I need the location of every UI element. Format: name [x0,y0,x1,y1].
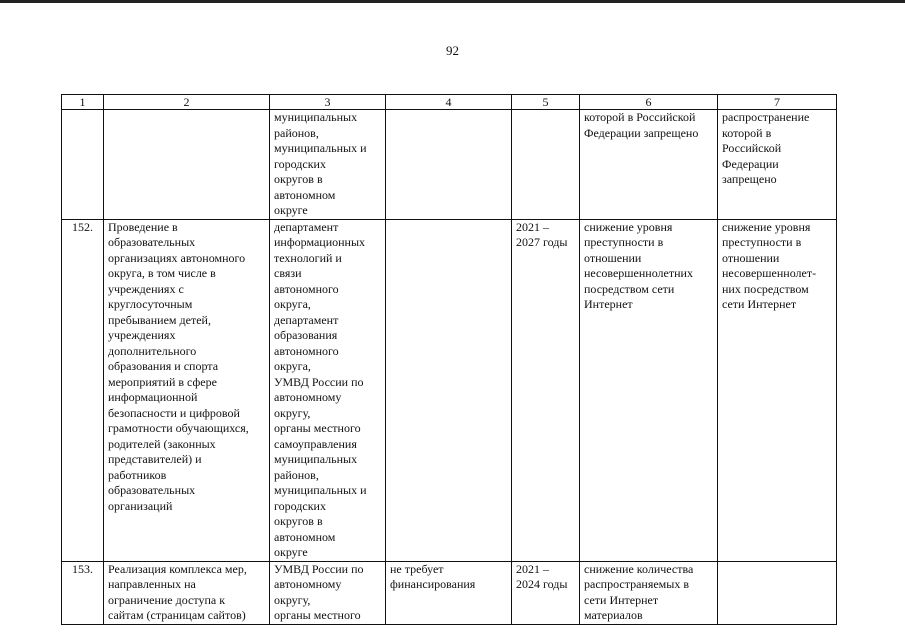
cell-text-line: департамент [274,219,339,234]
target-result-cell [718,561,837,624]
column-number: 3 [270,95,386,110]
cell-text-line: не требует [390,561,444,576]
measures-table [61,94,837,625]
cell-text-line: родителей (законных [108,436,216,451]
cell-text-line: автономном [274,529,336,544]
cell-text-line: 2021 – [516,219,549,234]
cell-text-line: финансирования [390,577,476,591]
cell-text-line: 2021 – [516,561,549,576]
cell-text-line: автономному [274,390,342,404]
cell-text-line: отношении [584,250,642,265]
cell-text-line: организациях автономного [108,250,246,265]
cell-text-line: Российской [722,141,782,155]
row-number-cell [62,110,104,220]
cell-text-line: органы местного [274,608,361,622]
cell-text-line: ограничение доступа к [108,592,226,607]
funding-cell [386,219,512,561]
column-number: 4 [386,95,512,110]
cell-text-line: посредством сети [584,281,675,296]
row-number-cell: 153. [62,561,104,624]
cell-text-line: распространение [722,110,810,124]
table-row [62,561,837,624]
cell-text-line: муниципальных [274,452,358,466]
cell-text-line: образования [274,328,338,342]
row-number-cell: 152. [62,219,104,561]
column-number-row [62,95,837,110]
cell-text-line: направленных на [108,577,196,591]
cell-text-line: запрещено [722,172,777,186]
period-cell [512,219,580,561]
column-number: 6 [580,95,718,110]
cell-text-line: преступности в [584,235,664,249]
cell-text-line: муниципальных и [274,141,367,155]
executors-cell [270,561,386,624]
cell-text-line: автономном [274,187,336,202]
cell-text-line: департамент [274,312,339,327]
cell-text-line: снижение количества [584,561,694,576]
cell-text-line: технологий и [274,250,342,265]
cell-text-line: безопасности и цифровой [108,405,240,420]
cell-text-line: снижение уровня [722,219,811,234]
cell-text-line: отношении [722,250,780,265]
cell-text-line: образования и спорта [108,359,219,373]
executors-cell [270,110,386,220]
cell-text-line: информационной [108,390,198,404]
scan-top-border [0,0,905,3]
column-number: 1 [62,95,104,110]
cell-text-line: районов, [274,467,319,482]
cell-text-line: учреждениях с [108,281,184,296]
cell-text-line: сети Интернет [722,297,797,311]
cell-text-line: самоуправления [274,436,357,451]
column-number: 7 [718,95,837,110]
cell-text-line: УМВД России по [274,374,364,389]
cell-text-line: городских [274,156,326,171]
cell-text-line: автономного [274,343,339,358]
page-number: 92 [446,43,459,58]
target-result-cell [718,219,837,561]
cell-text-line: учреждениях [108,328,176,342]
cell-text-line: округа, [274,297,311,311]
funding-cell [386,561,512,624]
cell-text-line: округов в [274,514,323,528]
cell-text-line: представителей) и [108,452,202,466]
column-number: 2 [104,95,270,110]
cell-text-line: органы местного [274,421,361,435]
cell-text-line: автономного [274,281,339,296]
cell-text-line: распространяемых в [584,577,690,591]
cell-text-line: Проведение в [108,219,178,234]
target-result-cell [718,110,837,220]
cell-text-line: городских [274,498,326,513]
cell-text-line: несовершеннолет- [722,266,817,280]
cell-text-line: образовательных [108,235,196,249]
cell-text-line: районов, [274,125,319,140]
cell-text-line: дополнительного [108,343,197,358]
cell-text-line: муниципальных и [274,483,367,497]
cell-text-line: УМВД России по [274,561,364,576]
cell-text-line: пребыванием детей, [108,312,211,327]
cell-text-line: автономному [274,577,342,591]
cell-text-line: несовершеннолетних [584,266,693,280]
cell-text-line: Федерации [722,156,779,171]
cell-text-line: преступности в [722,235,802,249]
cell-text-line: информационных [274,235,366,249]
cell-text-line: связи [274,266,302,280]
table-row [62,110,837,220]
cell-text-line: округу, [274,592,311,607]
funding-cell [386,110,512,220]
result-cell [580,561,718,624]
measure-cell [104,110,270,220]
cell-text-line: Интернет [584,297,633,311]
table-row [62,219,837,561]
cell-text-line: округу, [274,405,311,420]
cell-text-line: них посредством [722,281,809,296]
cell-text-line: которой в [722,125,772,140]
cell-text-line: Федерации запрещено [584,125,699,140]
cell-text-line: округа, [274,359,311,373]
cell-text-line: сети Интернет [584,592,659,607]
cell-text-line: Реализация комплекса мер, [108,561,247,576]
cell-text-line: сайтам (страницам сайтов) [108,608,246,622]
period-cell [512,561,580,624]
cell-text-line: грамотности обучающихся, [108,421,249,435]
executors-cell [270,219,386,561]
cell-text-line: которой в Российской [584,110,696,124]
cell-text-line: образовательных [108,483,196,497]
column-number: 5 [512,95,580,110]
cell-text-line: снижение уровня [584,219,673,234]
cell-text-line: округе [274,545,308,559]
result-cell [580,219,718,561]
cell-text-line: округа, в том числе в [108,266,216,280]
cell-text-line: 2024 годы [516,577,568,591]
cell-text-line: муниципальных [274,110,358,124]
cell-text-line: материалов [584,608,643,622]
cell-text-line: мероприятий в сфере [108,374,217,389]
cell-text-line: круглосуточным [108,297,193,311]
cell-text-line: округе [274,203,308,217]
measure-cell [104,561,270,624]
result-cell [580,110,718,220]
cell-text-line: работников [108,467,167,482]
period-cell [512,110,580,220]
cell-text-line: организаций [108,498,173,513]
cell-text-line: 2027 годы [516,235,568,249]
cell-text-line: округов в [274,172,323,186]
measure-cell [104,219,270,561]
